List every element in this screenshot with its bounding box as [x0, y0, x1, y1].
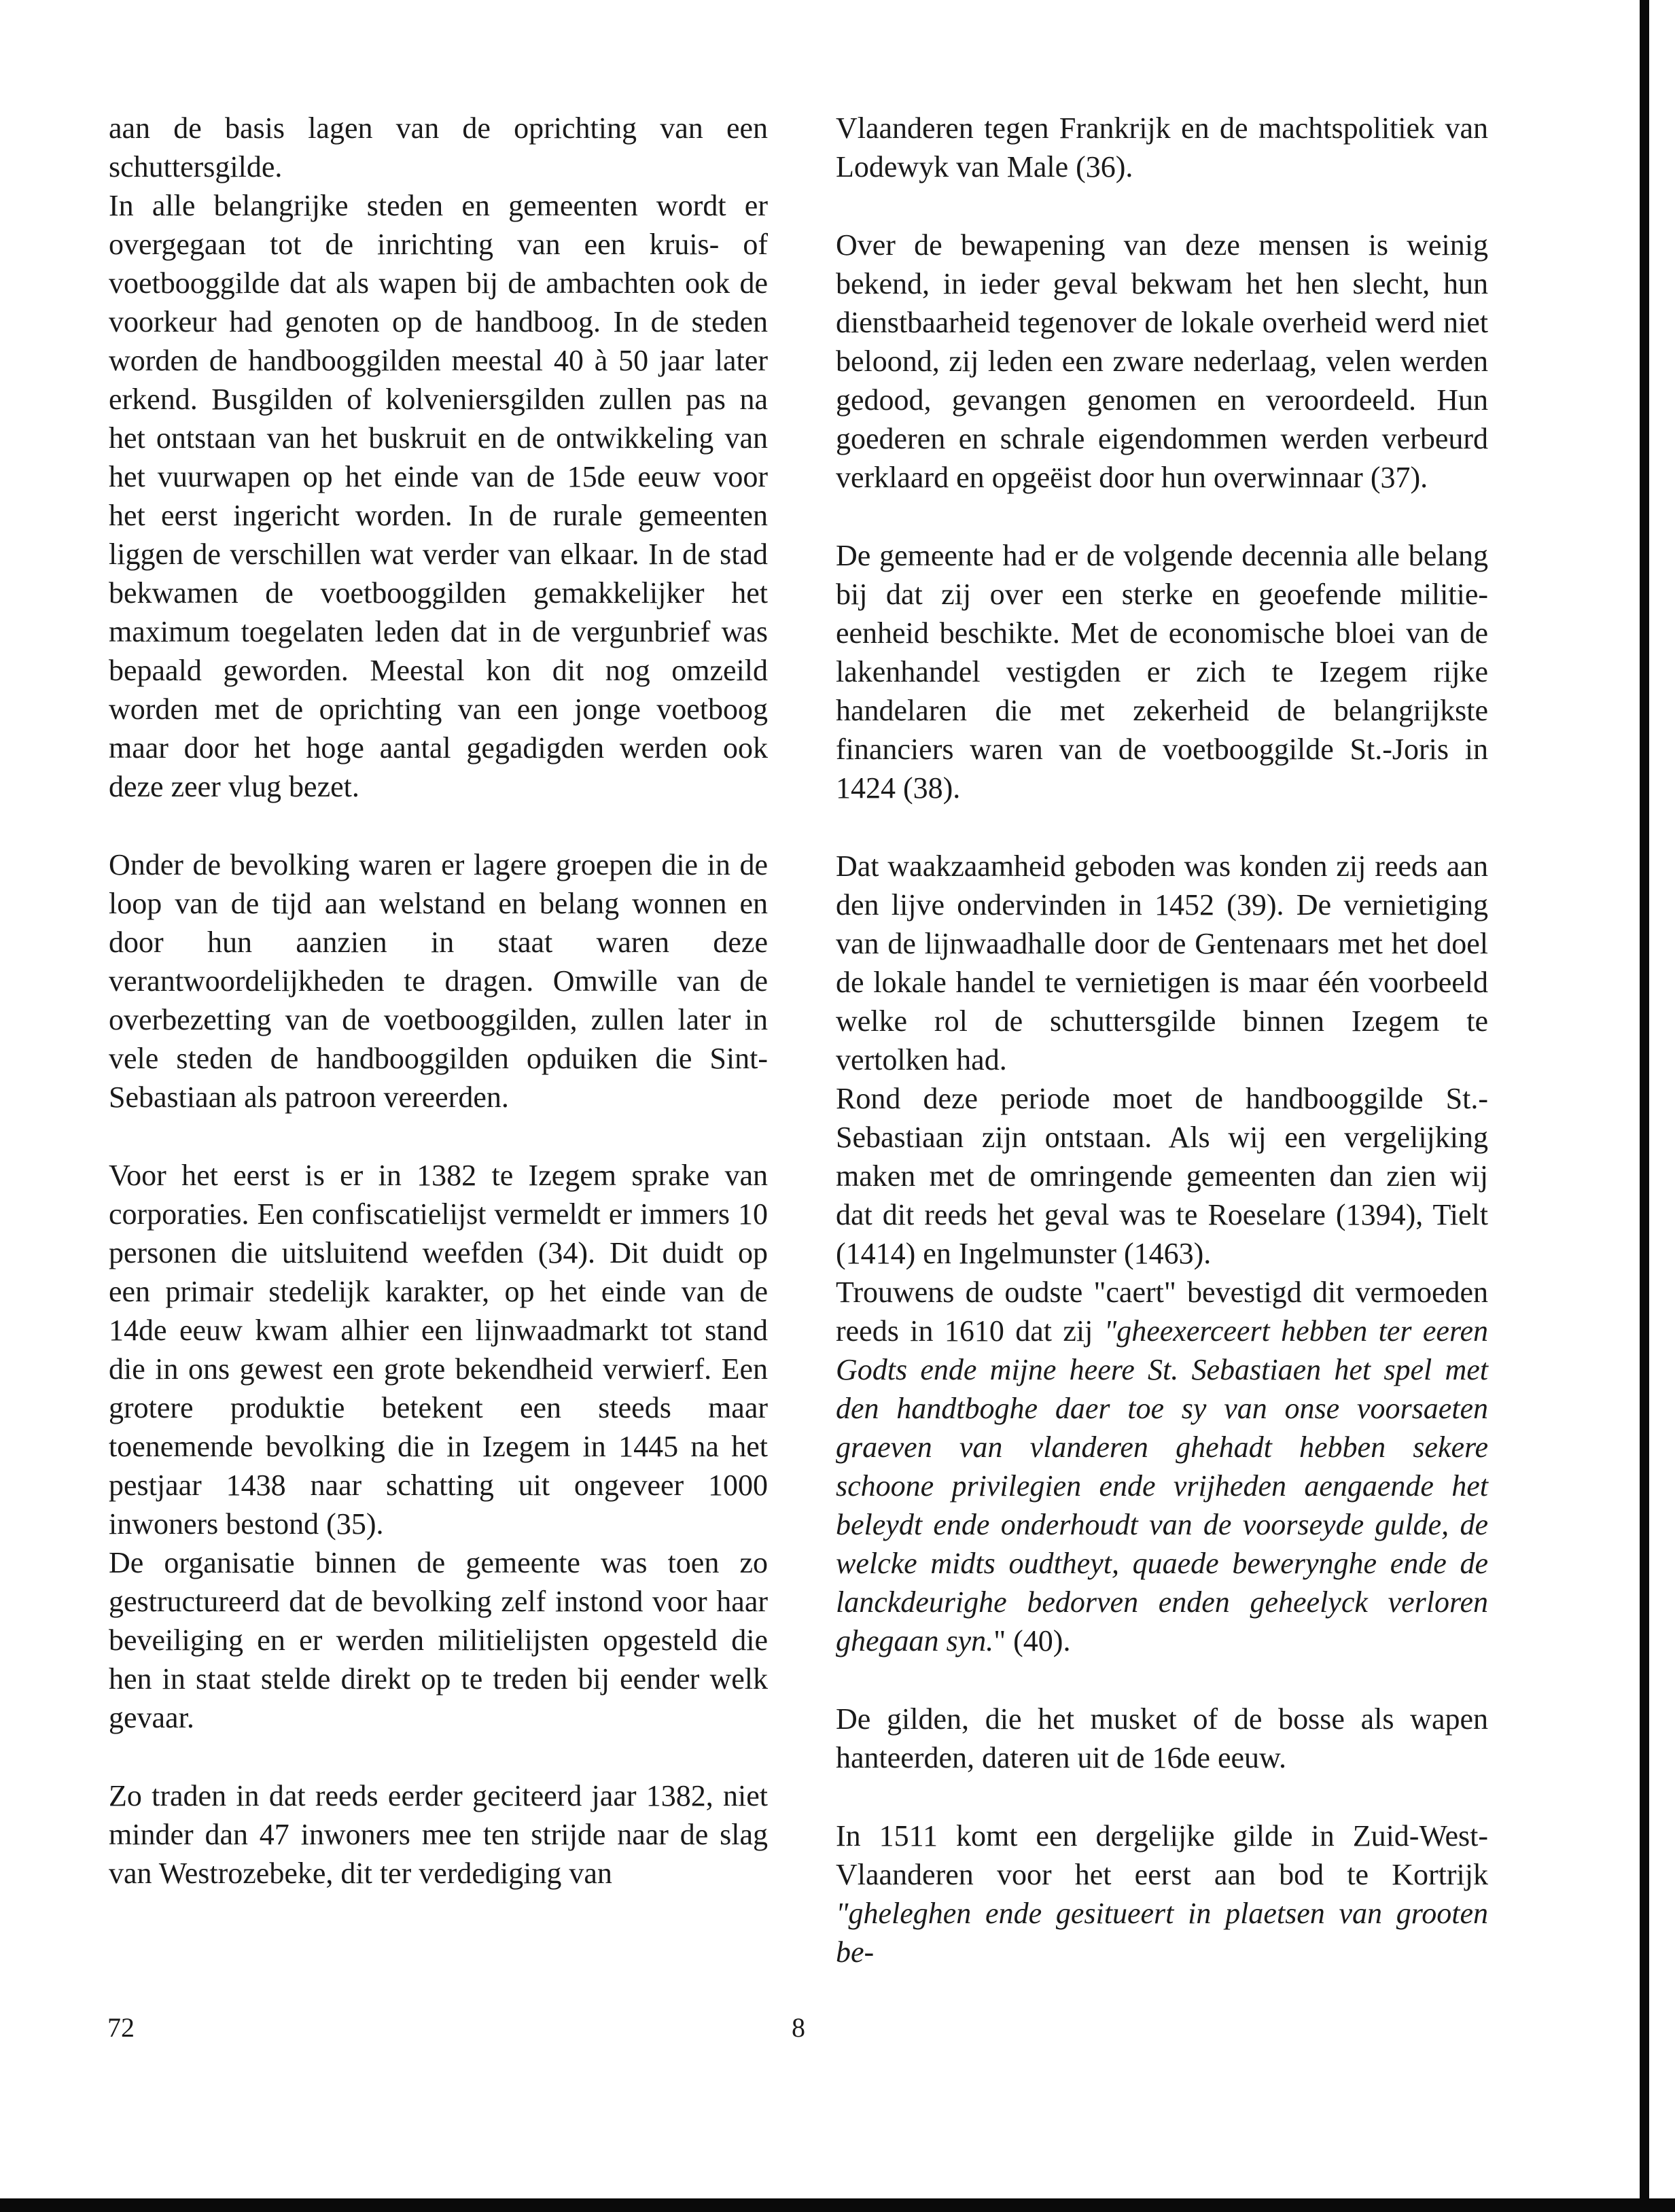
left-paragraph-4: Voor het eerst is er in 1382 te Izegem sprake van corporaties. Een confiscatielijst vermeldt er immers 10 personen die uitsluitend weefden (34). Dit duidt op een primair stedelijk karakter, op het einde van de 14de eeuw kwam alhier een lijnwaadmarkt tot stand die in ons gewest een grote bekendheid verwierf. Een grotere produktie betekent een steeds maar toenemende bevolking die in Izegem in 1445 na het pestjaar 1438 naar schatting uit ongeveer 1000 inwoners bestond (35).	[109, 1159, 768, 1541]
left-paragraph-6: Zo traden in dat reeds eerder geciteerd jaar 1382, niet minder dan 47 inwoners mee ten strijde naar de slag van Westrozebeke, dit ter verdediging van	[109, 1779, 768, 1890]
kortrijk-intro: In 1511 komt een dergelijke gilde in Zuid-West-Vlaanderen voor het eerst aan bod te Kortrijk	[836, 1819, 1488, 1891]
right-paragraph-3: De gemeente had er de volgende decennia alle belang bij dat zij over een sterke en geoefende militie-eenheid beschikte. Met de economische bloei van de lakenhandel vestigden er zich te Izegem rijke handelaren die met zekerheid de belangrijkste financiers waren van de voetbooggilde St.-Joris in 1424 (38).	[836, 539, 1488, 805]
caert-quote: "gheexerceert hebben ter eeren Godts ende mijne heere St. Sebastiaen het spel met den handtboghe daer toe sy van onse voorsaeten graeven van vlanderen ghehadt hebben sekere schoone privilegien ende vrijheden aengaende het beleydt ende onderhoudt van de voorseyde gulde, de welcke midts oudtheyt, quaede bewerynghe ende de lanckdeurighe bedorven enden geheelyck verloren ghegaan syn.	[836, 1314, 1488, 1657]
left-paragraph-1: aan de basis lagen van de oprichting van een schuttersgilde.	[109, 111, 768, 183]
caert-citation: " (40).	[993, 1624, 1071, 1657]
right-paragraph-7: De gilden, die het musket of de bosse als wapen hanteerden, dateren uit de 16de eeuw.	[836, 1702, 1488, 1774]
caert-intro: Trouwens de oudste "caert" bevestigd dit vermoeden reeds in 1610 dat zij	[836, 1276, 1488, 1348]
page-number-center: 8	[792, 2012, 805, 2043]
left-paragraph-2: In alle belangrijke steden en gemeenten wordt er overgegaan tot de inrichting van een kruis- of voetbooggilde dat als wapen bij de ambachten ook de voorkeur had genoten op de handboog. In de steden worden de handbooggilden meestal 40 à 50 jaar later erkend. Busgilden of kolveniersgilden zullen pas na het ontstaan van het buskruit en de ontwikkeling van het vuurwapen op het einde van de 15de eeuw voor het eerst ingericht worden. In de rurale gemeenten liggen de verschillen wat verder van elkaar. In de stad bekwamen de voetbooggilden gemakkelijker het maximum toegelaten leden dat in de vergunbrief was bepaald geworden. Meestal kon dit nog omzeild worden met de oprichting van een jonge voetboog maar door het hoge aantal gegadigden werden ook deze zeer vlug bezet.	[109, 189, 768, 803]
scan-right-edge-line	[1640, 0, 1649, 2212]
kortrijk-quote: "gheleghen ende gesitueert in plaetsen van grooten be-	[836, 1897, 1488, 1969]
left-paragraph-5: De organisatie binnen de gemeente was toen zo gestructureerd dat de bevolking zelf instond voor haar beveiliging en er werden militielijsten opgesteld die hen in staat stelde direkt op te treden bij eender welk gevaar.	[109, 1546, 768, 1734]
right-paragraph-5: Rond deze periode moet de handbooggilde St.-Sebastiaan zijn ontstaan. Als wij een vergelijking maken met de omringende gemeenten dan zien wij dat dit reeds het geval was te Roeselare (1394), Tielt (1414) en Ingelmunster (1463).	[836, 1082, 1488, 1270]
right-paragraph-1: Vlaanderen tegen Frankrijk en de machtspolitiek van Lodewyk van Male (36).	[836, 111, 1488, 183]
left-column	[109, 109, 768, 1893]
page-number-left: 72	[107, 2012, 135, 2043]
right-paragraph-2: Over de bewapening van deze mensen is weinig bekend, in ieder geval bekwam het hen slecht, hun dienstbaarheid tegenover de lokale overheid werd niet beloond, zij leden een zware nederlaag, velen werden gedood, gevangen genomen en veroordeeld. Hun goederen en schrale eigendommen werden verbeurd verklaard en opgeëist door hun overwinnaar (37).	[836, 228, 1488, 494]
scan-right-margin	[1648, 0, 1675, 2212]
right-column	[836, 109, 1488, 1971]
left-paragraph-3: Onder de bevolking waren er lagere groepen die in de loop van de tijd aan welstand en belang wonnen en door hun aanzien in staat waren deze verantwoordelijkheden te dragen. Omwille van de overbezetting van de voetbooggilden, zullen later in vele steden de handbooggilden opduiken die Sint-Sebastiaan als patroon vereerden.	[109, 848, 768, 1114]
scan-bottom-edge-line	[0, 2198, 1675, 2212]
right-paragraph-4: Dat waakzaamheid geboden was konden zij reeds aan den lijve ondervinden in 1452 (39). De vernietiging van de lijnwaadhalle door de Gentenaars met het doel de lokale handel te vernietigen is maar één voorbeeld welke rol de schuttersgilde binnen Izegem te vertolken had.	[836, 849, 1488, 1076]
right-paragraph-6	[836, 1273, 1488, 1660]
right-paragraph-8	[836, 1816, 1488, 1971]
